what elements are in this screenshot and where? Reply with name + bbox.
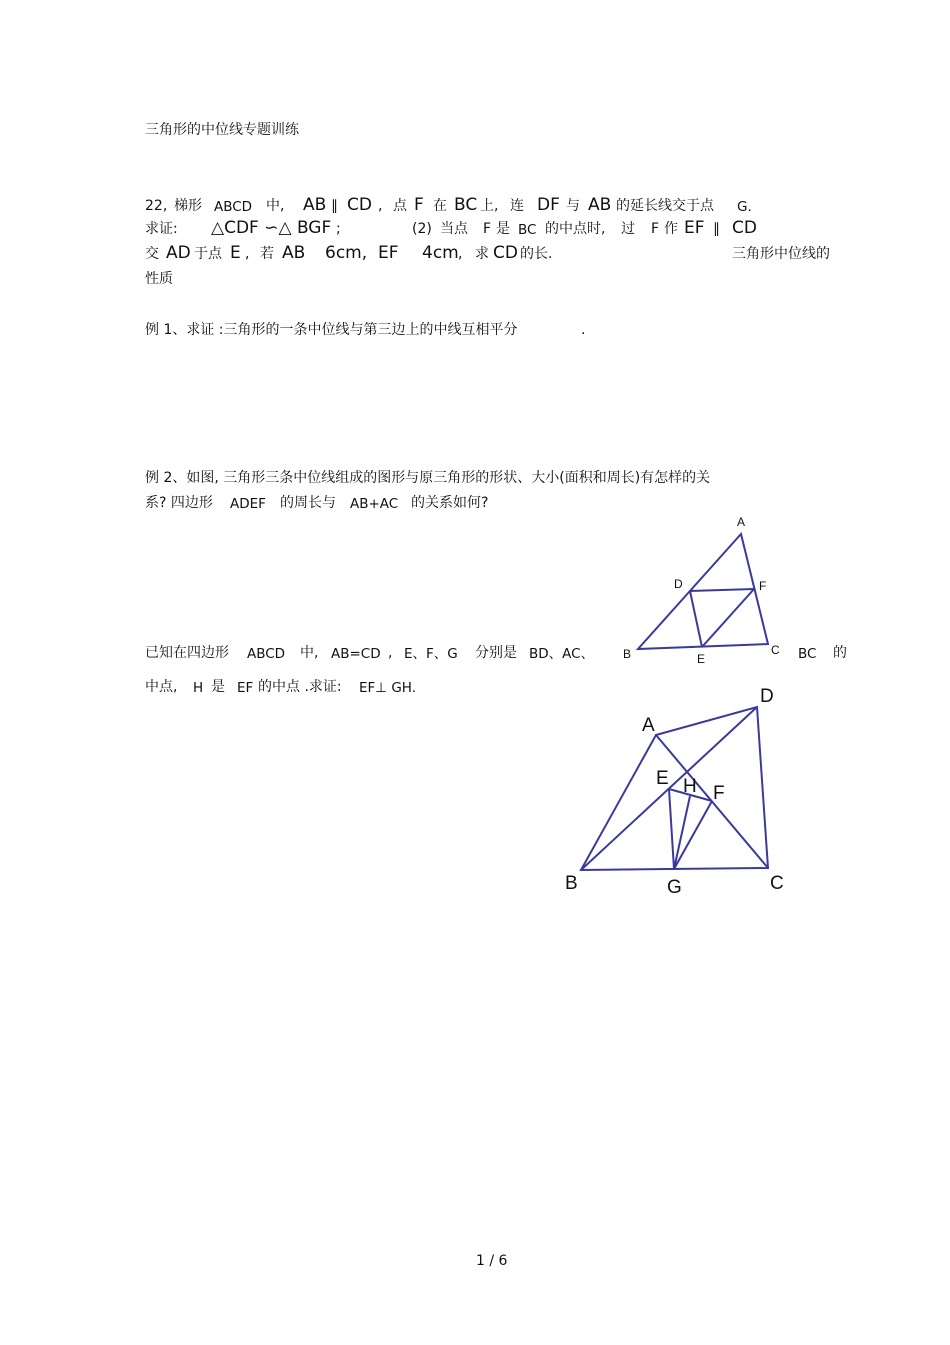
text-run: 的中点 .求证:	[258, 679, 342, 695]
text-run: CD	[347, 195, 372, 215]
diagonal-bd	[581, 707, 757, 870]
text-run: 在	[433, 198, 447, 214]
text-run: 的周长与	[280, 495, 336, 511]
text-run: 的	[833, 645, 847, 661]
text-run: AB=CD	[331, 646, 381, 662]
text-run: 作	[664, 221, 678, 237]
page-number: 1 / 6	[476, 1253, 508, 1269]
segment-de	[690, 591, 702, 647]
text-run: 中,	[266, 198, 285, 214]
figure-1-label-a: A	[737, 515, 746, 529]
text-run: EF	[237, 680, 254, 696]
text-run: ;	[336, 221, 341, 237]
text-run: E、F、G	[404, 646, 458, 662]
text-run: 6cm,	[325, 243, 368, 263]
text-run: 于点	[194, 246, 222, 262]
similarity-statement: △CDF ∽△ BGF	[211, 218, 332, 238]
text-run: EF	[684, 218, 705, 238]
text-run: CD	[732, 218, 757, 238]
figure-1-label-f: F	[759, 579, 767, 593]
figure-1-label-e: E	[697, 652, 706, 666]
figure-2-label-c: C	[770, 873, 784, 894]
text-run: ABCD	[214, 199, 253, 215]
text-run: EF⊥ GH.	[359, 680, 417, 696]
text-run: AB	[588, 195, 612, 215]
figure-2-label-e: E	[656, 768, 669, 789]
example-2-line-1: 例 2、如图, 三角形三条中位线组成的图形与原三角形的形状、大小(面积和周长)有怎样的关	[145, 470, 711, 486]
text-run: ,	[245, 246, 250, 262]
text-run: ,	[388, 645, 393, 661]
text-run: 的延长线交于点	[616, 198, 714, 214]
diagonal-ac	[656, 735, 768, 868]
figure-2-label-b: B	[565, 873, 578, 894]
text-run: 连	[510, 198, 524, 214]
figure-2-label-a: A	[642, 715, 655, 736]
figure-1-label-b: B	[623, 647, 632, 661]
segment-hg	[674, 796, 690, 869]
text-run: F	[651, 221, 660, 237]
text-run: BC	[454, 195, 478, 215]
text-run: 分别是	[475, 645, 517, 661]
problem-number: 22,	[145, 198, 168, 214]
text-run: ,	[378, 198, 383, 214]
text-run: ∥	[713, 221, 720, 237]
text-run: 中点,	[145, 679, 178, 695]
text-run: H	[193, 680, 204, 696]
text-run: EF	[378, 243, 399, 263]
text-run: 当点	[440, 221, 468, 237]
text-run: ∥	[331, 198, 338, 214]
text-run: 求	[475, 246, 489, 262]
segment-df	[690, 589, 754, 591]
triangle-abc	[638, 534, 768, 649]
text-run: (2)	[412, 221, 432, 237]
example-1: 例 1、求证 :三角形的一条中位线与第三边上的中线互相平分	[145, 322, 518, 338]
segment-eg	[669, 789, 674, 869]
text-run: ADEF	[230, 496, 266, 512]
section-heading-continued: 性质	[145, 271, 173, 287]
text-run: 与	[566, 198, 580, 214]
text-run: BC	[518, 222, 537, 238]
segment-fg	[674, 801, 712, 869]
text-run: AD	[166, 243, 191, 263]
figure-1-label-d: D	[674, 577, 683, 591]
figure-2-label-g: G	[667, 877, 682, 898]
quadrilateral-abcd	[581, 707, 768, 870]
figure-1-label-c: C	[771, 643, 780, 657]
text-run: 的长.	[520, 246, 553, 262]
document-title: 三角形的中位线专题训练	[145, 122, 299, 138]
figure-2-label-f: F	[713, 783, 725, 804]
text-run: 梯形	[174, 198, 202, 214]
section-heading: 三角形中位线的	[732, 246, 830, 262]
text-run: 4cm	[422, 243, 459, 263]
text-run: DF	[537, 195, 560, 215]
text-run: 的关系如何?	[411, 495, 489, 511]
text-run: 求证:	[145, 221, 178, 237]
text-run: 系? 四边形	[145, 495, 213, 511]
text-run: 点	[393, 198, 407, 214]
text-run: AB+AC	[350, 496, 399, 512]
text-run: 交	[145, 246, 159, 262]
example-1-period: .	[581, 322, 586, 338]
text-run: 上,	[480, 198, 499, 214]
text-run: CD	[493, 243, 518, 263]
text-run: 中,	[300, 645, 319, 661]
text-run: BC	[798, 646, 817, 662]
text-run: F	[414, 195, 424, 215]
text-run: E	[230, 243, 241, 263]
text-run: 已知在四边形	[145, 645, 229, 661]
text-run: 若	[260, 246, 274, 262]
text-run: F	[483, 221, 492, 237]
text-run: AB	[303, 195, 327, 215]
text-run: BD、AC、	[529, 646, 595, 662]
text-run: 是	[211, 679, 225, 695]
text-run: 是	[496, 221, 510, 237]
text-run: ABCD	[247, 646, 286, 662]
text-run: 过	[621, 221, 635, 237]
text-run: G.	[737, 199, 752, 215]
text-run: ,	[458, 246, 463, 262]
text-run: AB	[282, 243, 306, 263]
segment-ef	[702, 589, 754, 647]
figure-2-label-d: D	[760, 686, 774, 707]
figure-2-label-h: H	[683, 776, 697, 797]
text-run: 的中点时,	[545, 221, 606, 237]
